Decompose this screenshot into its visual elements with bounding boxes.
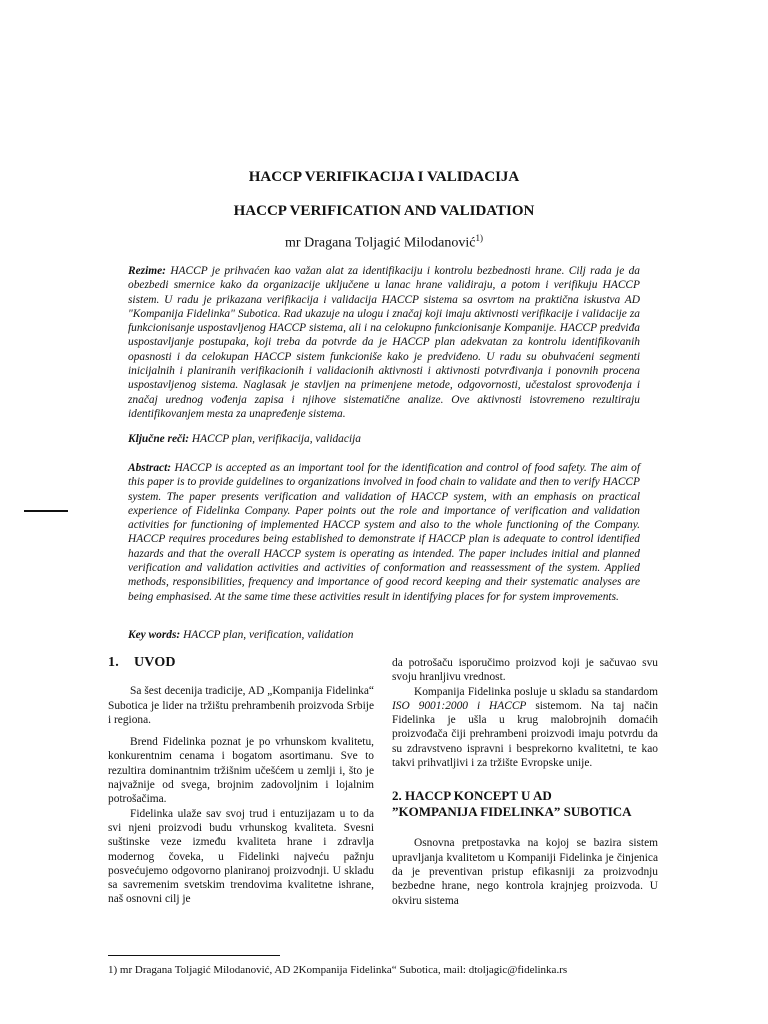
abstract-serbian-label: Rezime: [128,265,166,277]
abstract-english-label: Abstract: [128,462,172,474]
keywords-english-label: Key words: [128,629,181,641]
keywords-serbian-text: HACCP plan, verifikacija, validacija [191,433,361,445]
footnote-rule [108,955,280,956]
section1-paragraph: Sa šest decenija tradicije, AD „Kompanija Fidelinka“ Subotica je lider na tržištu prehrambenih proizvoda Srbije i regiona. [108,685,374,726]
section2-paragraph: Osnovna pretpostavka na kojoj se bazira sistem upravljanja kvalitetom u Kompaniji Fidelinka je činjenica da je preventivan pristup efikasniji za proizvodnju bezbedne hrane, nego kontrola krajnjeg proizvoda. U okviru sistema [392,837,658,907]
abstract-english-text: HACCP is accepted as an important tool for the identification and control of food safety. The aim of this paper is to provide guidelines to organizations involved in food chain to validate and then to verify HACCP system. The paper presents verification and validation of HACCP system, with an emphasis on practical experience of Fidelinka Company. Paper points out the role and importance of verification and validation activities for functioning of implemented HACCP system and also to the whole functioning of the Company. HACCP requires procedures being established to demonstrate if HACCP plan is adequate to control identified hazards and that the overall HACCP system is operating as intended. The paper includes initial and planned verification and validation activities and activities of conformation and reassessment of the system. Applied methods, responsibilities, frequency and importance of good record keeping and their systematic analyses are being emphasised. At the same time these activities result in identifying places for for system improvements. [128,462,640,603]
section1-paragraph: Brend Fidelinka poznat je po vrhunskom kvalitetu, konkurentnim cenama i bogatom asortimanu. Sve to rezultira dominantnim tržišnim učešćem u zemlji i, što je najvažnije od svega, brojnim zadovoljnim i lojalnim potrošačima. [108,736,374,806]
keywords-serbian-label: Ključne reči: [128,433,190,445]
abstract-serbian [128,264,640,421]
author-line [0,233,768,252]
title-serbian: HACCP VERIFIKACIJA I VALIDACIJA [248,169,520,185]
section1-paragraph: Fidelinka ulaže sav svoj trud i entuzijazam u to da svi njeni proizvodi budu vrhunskog kvaliteta. Svesni suštinske veze između kvaliteta hrane i zdravlja modernog čoveka, u Fidelinki najveću pažnju posvećujemo odgovorno planiranoj proizvodnji. U skladu sa savremenim svetskim trendovima kvalitetne ishrane, naš osnovni cilj je [108,807,374,906]
abstract-english [128,461,640,604]
margin-rule [24,510,68,512]
keywords-serbian [128,432,640,446]
section2-title-line1: 2. HACCP KONCEPT U AD [392,788,552,804]
column-left [108,656,374,907]
section1-title: UVOD [134,655,176,670]
author-name: mr Dragana Toljagić Milodanović [285,235,476,251]
section1-p5-a: Kompanija Fidelinka posluje u skladu sa standardom [414,685,658,698]
column-right [392,656,658,908]
section1-paragraph: da potrošaču isporučimo proizvod koji je sačuvao svu svoju hranljivu vrednost. [392,657,658,684]
author-note-mark: 1) [475,233,483,243]
keywords-english-text: HACCP plan, verification, validation [183,629,354,641]
section2-heading [392,788,658,820]
abstract-serbian-text: HACCP je prihvaćen kao važan alat za identifikaciju i kontrolu bezbednosti hrane. Cilj rada je da obezbedi smernice kako da organizacije uključene u lanac hrane validiraju, a potom i verifikuju HACCP sistem. U radu je prikazana verifikacija i validacija HACCP sistema sa osvrtom na praktična iskustva AD "Kompanija Fidelinka" Subotica. Rad ukazuje na ulogu i značaj koji imaju aktivnosti verifikacije i validacije za funkcionisanje uspostavljenog HACCP sistema, ali i na celokupno funkcionisanje Kompanije. HACCP predviđa uspostavljanje postupaka, koji treba da potvrde da je HACCP plan adekvatan za kontrolu identifikovanih opasnosti i da celokupan HACCP sistem funkcioniše kako je predviđeno. U radu su obuhvaćeni segmenti inicijalnih i planiranih verifikacionih i validacionih aktivnosti i aktivnosti potvrđivanja i ponovnih procena uspostavljenog sistema. Naglasak je stavljen na primenjene metode, odgovornosti, učestalost sprovođenja i značaj urednog vođenja zapisa i njihove sistematične analize. Ove aktivnosti istovremeno rezultiraju identifikovanjem mesta za unapređenje sistema. [128,265,640,420]
keywords-english [128,628,640,642]
section1-number: 1. [108,655,119,670]
footnote: 1) mr Dragana Toljagić Milodanović, AD 2Kompanija Fidelinka“ Subotica, mail: dtoljagic@fidelinka.rs [108,964,568,976]
standard-name: ISO 9001:2000 i HACCP [392,699,527,712]
section1-p5-b: sistemom. Na taj način Fidelinka je ušla u krug malobrojnih domaćih proizvođača čiji prehrambeni proizvodi imaju potvrdu da su zdravstveno ispravni i besprekorno kvalitetni, te kao takvi prihvatljivi i za tržište Evropske unije. [392,699,658,770]
title-english: HACCP VERIFICATION AND VALIDATION [233,203,535,219]
section2-title-line2: ”KOMPANIJA FIDELINKA” SUBOTICA [392,804,632,820]
section1-heading [108,656,374,670]
section1-paragraph [392,685,658,771]
